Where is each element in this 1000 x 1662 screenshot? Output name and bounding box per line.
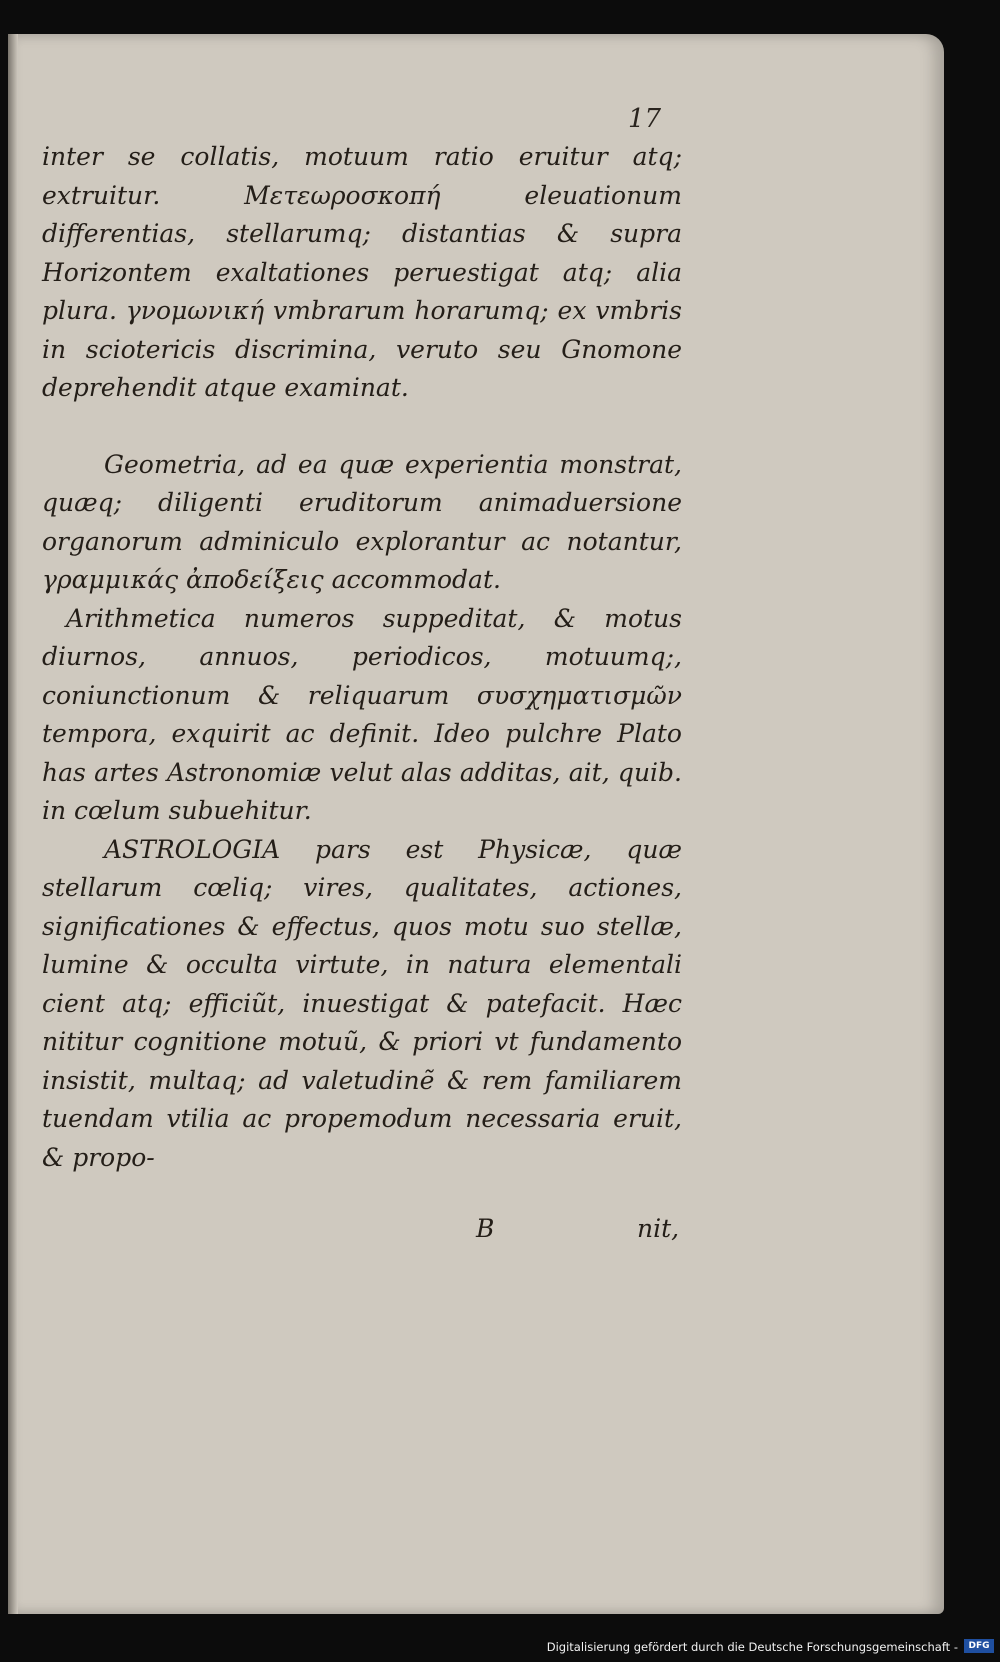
signature-mark: B bbox=[476, 1214, 495, 1243]
page-text-block bbox=[42, 138, 682, 1177]
paragraph-astrologia: ASTROLOGIA pars est Physicæ, quæ stellarum cœliq; vires, qualitates, actiones, significationes & effectus, quos motu suo stellæ, lumine & occulta virtute, in natura elementali cient atq; efficiũt, inuestigat & patefacit. Hæc nititur cognitione motuũ, & priori vt fundamento insistit, multaq; ad valetudinẽ & rem familiarem tuendam vtilia ac propemodum necessaria eruit, & propo- bbox=[42, 834, 682, 1172]
page-number: 17 bbox=[628, 104, 662, 134]
paragraph-gap bbox=[42, 408, 682, 446]
dfg-logo: DFG bbox=[964, 1639, 994, 1653]
paragraph-astronomy-methods: inter se collatis, motuum ratio eruitur atq; extruitur. Μετεωροσκοπή eleuationum differentias, stellarumq; distantias & supra Horizontem exaltationes peruestigat atq; alia plura. γνομωνική vmbrarum horarumq; ex vmbris in sciotericis discrimina, veruto seu Gnomone deprehendit atque examinat. bbox=[42, 142, 682, 402]
funding-credit: Digitalisierung gefördert durch die Deutsche Forschungsgemeinschaft - bbox=[546, 1640, 958, 1654]
paragraph-arithmetica: Arithmetica numeros suppeditat, & motus diurnos, annuos, periodicos, motuumq;, coniunctionum & reliquarum συσχηματισμῶν tempora, exquirit ac definit. Ideo pulchre Plato has artes Astronomiæ velut alas additas, ait, quib. in cœlum subuehitur. bbox=[42, 603, 682, 825]
catchword: nit, bbox=[637, 1214, 680, 1243]
paragraph-geometria: Geometria, ad ea quæ experientia monstrat, quæq; diligenti eruditorum animaduersione organorum adminiculo explorantur ac notantur, γραμμικάς ἀποδείξεις accommodat. bbox=[42, 449, 682, 594]
footer-bar bbox=[0, 1628, 1000, 1662]
page-gutter-shadow bbox=[8, 34, 18, 1614]
